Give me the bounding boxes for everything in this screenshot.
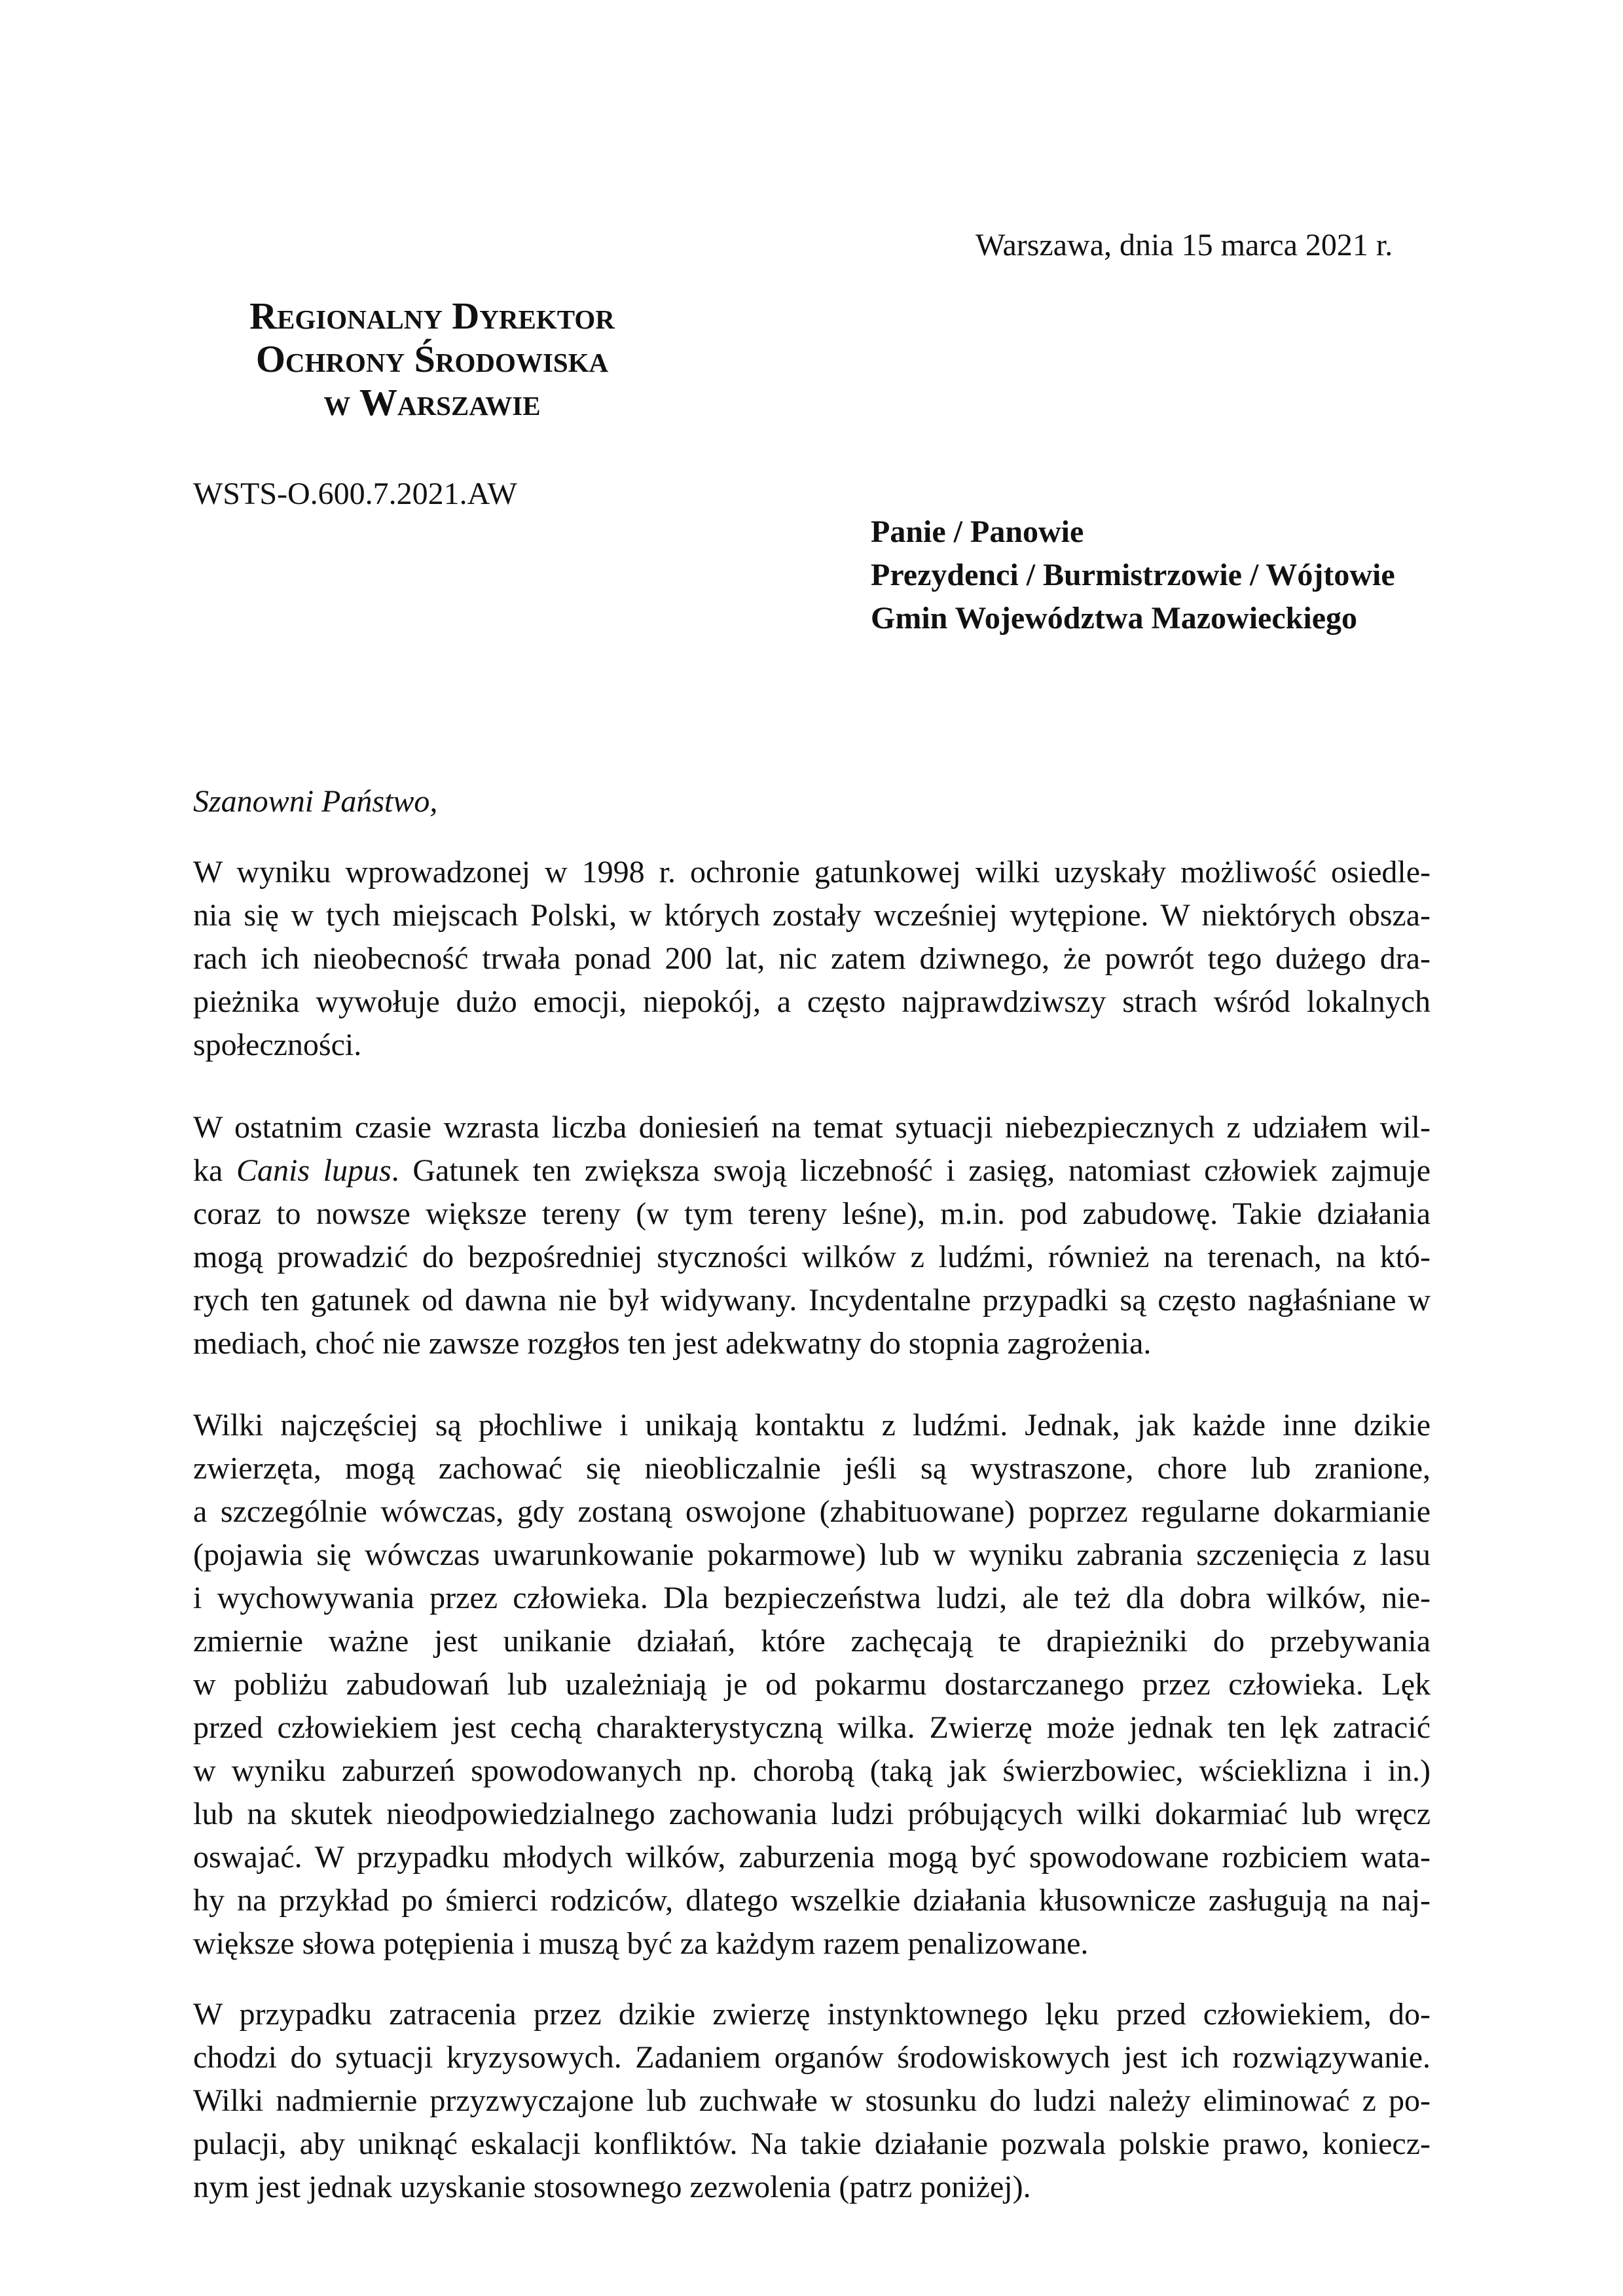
issuer-line: Regionalny Dyrektor [249,295,615,337]
body-paragraph [193,1993,1431,2209]
paragraph-line: hy na przykład po śmierci rodziców, dlatego wszelkie działania kłusownicze zasługują na naj- [193,1883,1431,1918]
paragraph-line: Wilki nadmiernie przyzwyczajone lub zuchwałe w stosunku do ludzi należy eliminować z po- [193,2083,1431,2118]
paragraph-line: w wyniku zaburzeń spowodowanych np. chorobą (taką jak świerzbowiec, wścieklizna i in.) [193,1753,1431,1788]
paragraph-line: nym jest jednak uzyskanie stosownego zezwolenia (patrz poniżej). [193,2170,1031,2204]
paragraph-line: mogą prowadzić do bezpośredniej styczności wilków z ludźmi, również na terenach, na któ- [193,1240,1431,1274]
issuer-heading [177,295,687,424]
paragraph-line: oswajać. W przypadku młodych wilków, zaburzenia mogą być spowodowane rozbiciem wata- [193,1840,1431,1874]
paragraph-line [193,1149,1431,1193]
paragraph-line: rych ten gatunek od dawna nie był widywany. Incydentalne przypadki są często nagłaśniane w [193,1283,1431,1318]
paragraph-line: W ostatnim czasie wzrasta liczba doniesień na temat sytuacji niebezpiecznych z udziałem wil- [193,1110,1431,1145]
paragraph-line: zmiernie ważne jest unikanie działań, które zachęcają te drapieżniki do przebywania [193,1624,1431,1659]
paragraph-line: większe słowa potępienia i muszą być za każdym razem penalizowane. [193,1926,1089,1961]
paragraph-line: W wyniku wprowadzonej w 1998 r. ochronie gatunkowej wilki uzyskały możliwość osiedle- [193,855,1431,889]
paragraph-line: (pojawia się wówczas uwarunkowanie pokarmowe) lub w wyniku zabrania szczenięcia z lasu [193,1537,1431,1572]
recipient-block [871,511,1395,640]
issuer-line: w Warszawie [323,381,541,423]
paragraph-line: chodzi do sytuacji kryzysowych. Zadaniem organów środowiskowych jest ich rozwiązywanie. [193,2040,1431,2075]
paragraph-line: nia się w tych miejscach Polski, w których zostały wcześniej wytępione. W niektórych obsza- [193,898,1431,933]
paragraph-line: zwierzęta, mogą zachować się nieobliczalnie jeśli są wystraszone, chore lub zranione, [193,1451,1431,1486]
paragraph-line: rach ich nieobecność trwała ponad 200 lat, nic zatem dziwnego, że powrót tego dużego dra- [193,941,1431,976]
line-text: . Gatunek ten zwiększa swoją liczebność i zasięg, natomiast człowiek zajmuje [391,1153,1431,1188]
body-paragraph [193,1106,1431,1365]
body-paragraph [193,851,1431,1067]
line-text: ka [193,1153,236,1188]
body-paragraph [193,1404,1431,1965]
paragraph-line: i wychowywania przez człowieka. Dla bezpieczeństwa ludzi, ale też dla dobra wilków, nie- [193,1581,1431,1615]
paragraph-line: Wilki najczęściej są płochliwe i unikają kontaktu z ludźmi. Jednak, jak każde inne dzikie [193,1408,1431,1443]
paragraph-line: przed człowiekiem jest cechą charakterystyczną wilka. Zwierzę może jednak ten lęk zatracić [193,1710,1431,1745]
salutation: Szanowni Państwo, [193,784,438,819]
paragraph-line: pulacji, aby uniknąć eskalacji konfliktów. Na takie działanie pozwala polskie prawo, koniecz- [193,2126,1431,2161]
letter-date: Warszawa, dnia 15 marca 2021 r. [976,228,1393,262]
recipient-line: Panie / Panowie [871,514,1084,549]
paragraph-line: mediach, choć nie zawsze rozgłos ten jest adekwatny do stopnia zagrożenia. [193,1326,1152,1361]
recipient-line: Gmin Województwa Mazowieckiego [871,601,1357,636]
recipient-line: Prezydenci / Burmistrzowie / Wójtowie [871,558,1395,592]
paragraph-line: coraz to nowsze większe tereny (w tym tereny leśne), m.in. pod zabudowę. Takie działania [193,1196,1431,1231]
paragraph-line: pieżnika wywołuje dużo emocji, niepokój, a często najprawdziwszy strach wśród lokalnych [193,984,1431,1019]
species-name: Canis lupus [236,1153,392,1188]
issuer-line: Ochrony Środowiska [255,338,609,380]
paragraph-line: a szczególnie wówczas, gdy zostaną oswojone (zhabituowane) poprzez regularne dokarmianie [193,1494,1431,1529]
paragraph-line: lub na skutek nieodpowiedzialnego zachowania ludzi próbujących wilki dokarmiać lub wręcz [193,1797,1431,1831]
paragraph-line: społeczności. [193,1028,362,1062]
paragraph-line: w pobliżu zabudowań lub uzależniają je od pokarmu dostarczanego przez człowieka. Lęk [193,1667,1431,1702]
case-number: WSTS-O.600.7.2021.AW [193,476,517,511]
paragraph-line: W przypadku zatracenia przez dzikie zwierzę instynktownego lęku przed człowiekiem, do- [193,1997,1431,2032]
